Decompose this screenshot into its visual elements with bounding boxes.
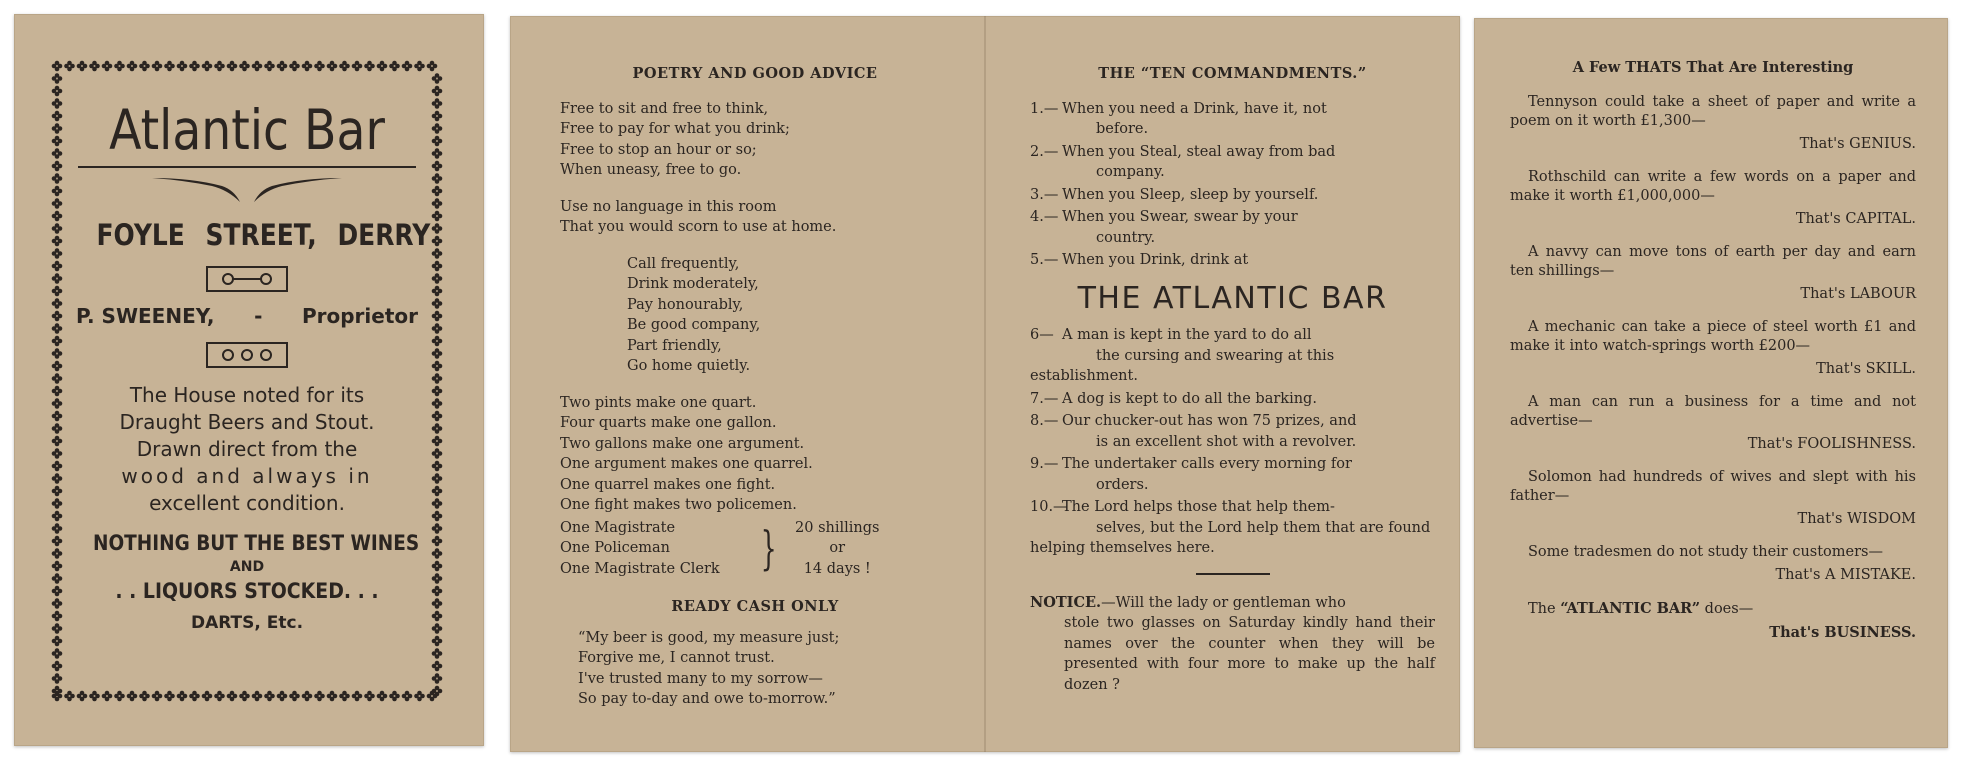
title-rule [78, 166, 416, 168]
thats-tag: That's A MISTAKE. [1775, 567, 1916, 583]
verse-line: Four quarts make one gallon. [560, 415, 777, 431]
penalty-block [795, 518, 879, 580]
front-content [72, 84, 431, 633]
business-post: does— [1700, 601, 1754, 617]
commandment-number: 2.— [1030, 143, 1059, 160]
verse-line: Part friendly, [627, 337, 722, 354]
verse-line: Go home quietly. [627, 358, 751, 374]
commandment-item [1030, 185, 1435, 206]
back-card [1474, 18, 1948, 748]
stanza-language [560, 197, 950, 238]
commandment-number: 8.— [1030, 413, 1059, 429]
poetry-column [560, 64, 950, 710]
verse-line: Two gallons make one argument. [560, 435, 805, 452]
quote-line: So pay to-day and owe to-morrow.” [578, 691, 836, 707]
thats-text: Some tradesmen do not study their customers— [1528, 544, 1883, 560]
commandment-text: When you Drink, drink at [1062, 252, 1249, 268]
house-line: The House noted for its [129, 383, 365, 407]
commandment-number: 6— [1030, 327, 1054, 343]
business-line [1510, 599, 1916, 619]
notice-paragraph [1030, 593, 1435, 696]
verse-line: Free to sit and free to think, [560, 100, 769, 117]
thats-tag: That's SKILL. [1816, 361, 1916, 377]
thats-item [1510, 543, 1916, 585]
thats-tag: That's LABOUR [1800, 286, 1916, 302]
quote-line: “My beer is good, my measure just; [578, 629, 840, 646]
verse-line: Drink moderately, [627, 276, 759, 292]
thats-item [1510, 468, 1916, 529]
notice-first: —Will the lady or gentleman who [1101, 594, 1346, 611]
commandment-number: 4.— [1030, 209, 1059, 225]
verse-line: Free to pay for what you drink; [560, 121, 790, 137]
thats-content [1510, 58, 1916, 657]
street-address: FOYLE STREET, DERRY [96, 218, 431, 252]
verse-line: Be good company, [627, 317, 761, 333]
thats-item [1510, 168, 1916, 229]
proprietor-label: Proprietor [301, 304, 418, 328]
commandment-text: When you need a Drink, have it, not [1062, 100, 1327, 117]
penalty-line: 20 shillings [795, 519, 880, 536]
penalty-line: or [829, 540, 846, 556]
brace-icon: } [760, 521, 777, 576]
beer-quote [560, 628, 950, 710]
commandment-text: When you Swear, swear by your [1062, 209, 1298, 225]
verse-line: Call frequently, [627, 255, 740, 272]
verse-line: That you would scorn to use at home. [560, 219, 837, 235]
proprietor-dash: - [254, 304, 263, 328]
commandments-heading: THE “TEN COMMANDMENTS.” [1098, 65, 1367, 82]
commandment-text: The Lord helps those that help them- [1062, 499, 1335, 515]
house-line: excellent condition. [149, 491, 345, 515]
commandment-number: 9.— [1030, 456, 1059, 472]
house-line: Drawn direct from the [136, 437, 358, 461]
commandment-item [1030, 454, 1435, 495]
commandment-item [1030, 99, 1435, 140]
magistrate-line: One Magistrate Clerk [560, 560, 720, 577]
bar-title: Atlantic Bar [109, 98, 385, 162]
commandment-item [1030, 250, 1435, 271]
circles-box-ornament-icon [206, 342, 288, 368]
commandment-text: A man is kept in the yard to do all [1062, 327, 1312, 343]
commandment-text: Our chucker-out has won 75 prizes, and [1062, 413, 1357, 429]
commandment-item [1030, 142, 1435, 183]
commandment-text: When you Sleep, sleep by yourself. [1062, 186, 1319, 203]
liquors-line: . . LIQUORS STOCKED. . . [115, 579, 379, 603]
house-line: Draught Beers and Stout. [119, 410, 375, 434]
stanza-advice [560, 254, 950, 377]
thats-text: Tennyson could take a sheet of paper and write a poem on it worth £1,300— [1510, 94, 1916, 129]
verse-line: One argument makes one quarrel. [560, 456, 813, 472]
commandment-continuation: orders. [1096, 476, 1149, 493]
commandment-number: 3.— [1030, 186, 1059, 203]
verse-line: One quarrel makes one fight. [560, 476, 776, 493]
commandment-item [1030, 207, 1435, 248]
wines-line: NOTHING BUT THE BEST WINES [93, 531, 420, 555]
business-name: “ATLANTIC BAR” [1560, 600, 1701, 617]
commandment-text: The undertaker calls every morning for [1062, 456, 1352, 472]
commandment-continuation: company. [1096, 164, 1165, 180]
commandment-text: A dog is kept to do all the barking. [1062, 390, 1317, 407]
commandment-continuation: selves, but the Lord help them that are found helping themselves here. [1030, 519, 1431, 556]
inside-spread [510, 16, 1460, 752]
commandment-text: When you Steal, steal away from bad [1062, 143, 1336, 160]
commandments-list-before [1030, 99, 1435, 271]
swash-ornament-icon [152, 174, 342, 204]
thats-text: Rothschild can write a few words on a paper and make it worth £1,000,000— [1510, 169, 1916, 204]
commandment-continuation: country. [1096, 229, 1156, 246]
notice-cont: stole two glasses on Saturday kindly hand their names over the counter when they will be presented with four more to make up the half dozen ? [1064, 615, 1435, 693]
thats-text: A navvy can move tons of earth per day and earn ten shillings— [1510, 244, 1916, 279]
section-divider [1196, 573, 1270, 575]
ready-cash-heading: READY CASH ONLY [671, 598, 839, 615]
thats-heading: A Few THATS That Are Interesting [1572, 59, 1854, 76]
and-line: AND [229, 559, 265, 575]
commandment-item [1030, 411, 1435, 452]
commandment-number: 7.— [1030, 390, 1059, 407]
stanza-free [560, 99, 950, 181]
commandment-item [1030, 497, 1435, 559]
business-pre: The [1528, 601, 1561, 617]
atlantic-bar-banner: THE ATLANTIC BAR [1077, 280, 1388, 316]
verse-line: Free to stop an hour or so; [560, 141, 757, 158]
thats-tag: That's CAPITAL. [1795, 211, 1916, 227]
thats-item [1510, 318, 1916, 379]
verse-line: One fight makes two policemen. [560, 497, 797, 513]
penalty-line: 14 days ! [803, 560, 871, 577]
notice-label: NOTICE. [1030, 593, 1102, 611]
fold-line [984, 16, 986, 752]
commandment-number: 10.— [1030, 499, 1068, 515]
thats-text: Solomon had hundreds of wives and slept with his father— [1510, 469, 1916, 504]
commandments-list-after [1030, 325, 1435, 559]
poetry-heading: POETRY AND GOOD ADVICE [632, 65, 878, 82]
thats-item [1510, 243, 1916, 304]
commandment-continuation: the cursing and swearing at this establishment. [1030, 347, 1335, 384]
thats-list [1510, 93, 1916, 585]
thats-text: A man can run a business for a time and not advertise— [1510, 394, 1916, 429]
magistrate-line: One Magistrate [560, 519, 676, 536]
darts-line: DARTS, Etc. [190, 613, 304, 633]
thats-tag: That's FOOLISHNESS. [1747, 436, 1916, 452]
magistrate-line: One Policeman [560, 540, 671, 556]
thats-text: A mechanic can take a piece of steel worth £1 and make it into watch-springs worth £200— [1510, 319, 1916, 354]
verse-line: Two pints make one quart. [560, 394, 757, 411]
commandment-item [1030, 389, 1435, 410]
quote-line: I've trusted many to my sorrow— [578, 670, 823, 687]
quote-line: Forgive me, I cannot trust. [578, 650, 775, 666]
verse-line: Use no language in this room [560, 198, 777, 215]
thats-item [1510, 393, 1916, 454]
house-line: wood and always in [121, 464, 373, 488]
commandment-number: 5.— [1030, 252, 1059, 268]
commandment-number: 1.— [1030, 100, 1059, 117]
commandment-continuation: is an excellent shot with a revolver. [1096, 433, 1357, 450]
rule-box-ornament-icon [206, 266, 288, 292]
commandment-item [1030, 325, 1435, 387]
thats-tag: That's GENIUS. [1799, 136, 1916, 152]
thats-item [1510, 93, 1916, 154]
house-description [72, 382, 422, 517]
business-tag: That's BUSINESS. [1769, 624, 1916, 641]
thats-tag: That's WISDOM [1797, 511, 1916, 527]
stanza-quarts [560, 393, 950, 516]
proprietor-line [72, 304, 422, 328]
commandment-continuation: before. [1096, 121, 1149, 137]
proprietor-name: P. SWEENEY, [76, 304, 215, 328]
commandments-column [1030, 64, 1435, 695]
magistrate-block [560, 518, 950, 580]
verse-line: When uneasy, free to go. [560, 162, 742, 178]
front-card [14, 14, 484, 746]
verse-line: Pay honourably, [627, 296, 744, 313]
